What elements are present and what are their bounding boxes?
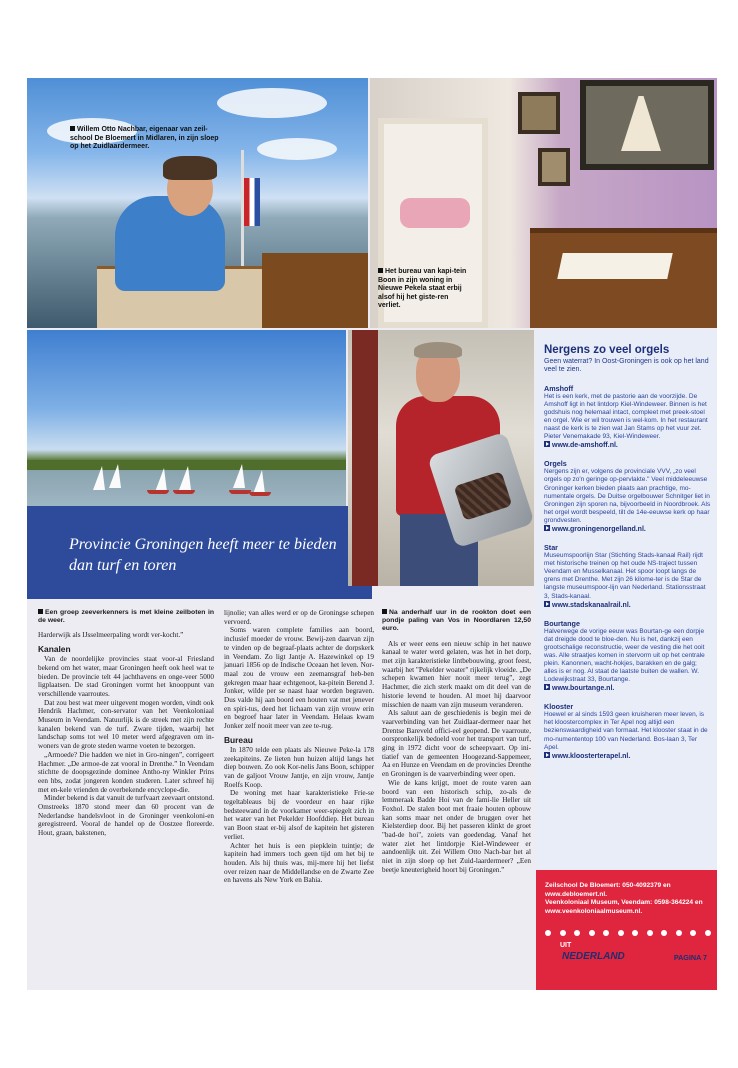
sailboat [155,468,167,492]
sidebar-link-text[interactable]: www.groningenorgelland.nl. [552,526,646,534]
subheading-kanalen: Kanalen [38,644,71,655]
cloud-shape [217,88,327,118]
caption-square-icon [382,609,387,614]
paragraph: Achter het huis is een piepklein tuintje; de kapitein had immers toch geen tijd om het bij te houden. Als hij thuis was, mij-mere hij het liefst over reizen naar de Middellandse en de Zwarte Zee en havens als New York en Bahia. [224,841,374,885]
arrow-right-icon [544,684,550,690]
contact-museum: Veenkoloniaal Museum, Veendam: 0598-364224 en www.veenkoloniaalmuseum.nl. [545,899,703,915]
dot-icon [705,930,711,936]
dot-icon [661,930,667,936]
dot-icon [632,930,638,936]
sidebar-body: Het is een kerk, met de pastorie aan de voorzijde. De Amshoff ligt in het lintdorp Kiel-Windeweer. Binnen is het godshuis nog helemaal intact, compleet met preek-stoel en orgel. Wie er wil trouwen is wel-kom. In het restaurant naast de kerk is te zien wat Jan Stams op het vuur zet. Pieter Venemakade 93, Kiel-Windeweer. [544,392,708,441]
article-column-3 [382,609,531,875]
paragraph: In 1870 telde een plaats als Nieuwe Peke-la 178 zeekapiteins. Ze lieten hun huizen altijd langs het diep bouwen. Zo ook Kor-nelis Jans Boon, schipper van de galjoot Vrouw Jantje, en zijn vrouw, Jantje Roelfs Koop. [224,745,374,789]
sailboat-hull [249,492,271,496]
photo-captains-room [370,78,717,328]
paragraph: Van de noordelijke provincies staat voor-al Friesland bekend om het water, maar Groningen heeft ook heel wat te bieden. De provincie telt 44 jachthavens en onge-veer 5000 ligplaatsen. De stad Groningen vormt het knooppunt van verschillende vaarroutes. [38,655,214,698]
paragraph: Minder bekend is dat vanuit de turfvaart zeevaart ontstond. Omstreeks 1870 stond meer dan 60 procent van de Nederlandse handelsvloot in de Groninger veenkoloni-en geregistreerd. Vooral de handel op de Oostzee floreerde. Hout, graan, bakstenen, [38,794,214,838]
portrait-frame [518,92,560,134]
magazine-page [27,78,717,990]
dot-icon [574,930,580,936]
paragraph: „Armoede? Die hadden we niet in Gro-ningen”, corrigeert Hachmer. „De armoe-de zat vooral in Drenthe.” In Veendam stichtte de doopsgezinde dominee Antho-ny Winkler Prins een hbs, zodat jongeren konden studeren. Later schreef hij met en-kele vrienden de overbekende encyclope-die. [38,750,214,794]
paragraph: De woning met haar karakteristieke Frie-se tegeltableaus bij de voordeur en haar rijke bedsteewand in de voorkamer weer-spiegelt zich in het water van het Pekelder Hoofddiep. Het bureau van Boon staat er-bij alsof de kapitein het gisteren verliet. [224,789,374,841]
paragraph: Als er weer eens een nieuw schip in het nauwe kanaal te water werd gelaten, was het in het dorp, met zijn karakteristieke lintbebouwing, groot feest, waarbij het "Pekelder woater" rijkelijk vloeide. „De schepen kwamen hier nooit meer terug”, zegt Hachmer, die zich sterk maakt om dit deel van de historie levend te houden. Al moet hij daarvoor misschien de naam van zijn museum veranderen. [382,639,531,709]
subheading-bureau: Bureau [224,734,253,745]
caption-room [378,268,468,311]
sailboat [93,466,105,490]
sidebar-intro: Geen waterrat? In Oost-Groningen is ook op het land veel te zien. [544,358,709,374]
contact-box [536,870,717,990]
sidebar-link[interactable] [544,684,712,693]
sailboat-hull [173,490,195,494]
person-hair [163,156,217,180]
brand-uit: UIT [560,942,572,949]
caption-square-icon [70,126,75,131]
paragraph: Soms waren complete families aan boord, inclusief moeder de vrouw. Bewij-zen daarvan zijn te vinden op de begraaf-plaats achter de dorpskerk in Veendam. Zo ligt Jantje A. Hazewinkel op 19 januari 1856 op de Indische Oceaan het leven. Nor-maal zou de vrouw een zeemansgraf heb-ben gekregen maar haar echtgenoot, ka-pitein Berend J. Jonker, wilde per se naast haar worden begraven. Dus valde hij aan boord een houten vat met jenever en spiri-tus, deed het lichaam van zijn vrouw erin en begroef haar later in Veendam. Helaas kwam Jonker zelf nooit meer van zee te-rug. [224,626,374,731]
sidebar-link[interactable] [544,601,712,610]
dutch-flag [244,178,260,226]
caption-eels-text: Na anderhalf uur in de rookton doet een pondje paling van Vos in Noordlaren 12,50 euro. [382,609,531,633]
caption-sailboats-text: Een groep zeeverkenners is met kleine zeilboten in de weer. [38,609,214,625]
contact-text [545,882,711,916]
desk-papers [557,253,673,279]
bed-pillow [400,198,470,228]
caption-boat-text: Willem Otto Nachbar, eigenaar van zeil-school De Bloemert in Midlaren, in zijn sloep op het Zuidlaardermeer. [70,126,219,150]
sidebar-body: Museumspoorlijn Star (Stichting Stads-kanaal Rail) rijdt met historische treinen op het oude NS-traject tussen Veendam en Musselkanaal. Het spoor loopt langs de grens met Drenthe. Met zijn 26 kilome-ter is de Star de langste museumspoor-lijn van Nederland. Stationsstraat 3, Stads-kanaal. [544,552,706,600]
sidebar-heading: Bourtange [544,618,580,628]
sidebar-content [544,344,712,761]
sailboat-hull [147,490,169,494]
arrow-right-icon [544,601,550,607]
caption-room-text: Het bureau van kapi-tein Boon in zijn woning in Nieuwe Pekela staat erbij alsof hij het giste-ren verliet. [378,268,467,309]
sailboat [109,464,121,488]
caption-boat [70,126,220,152]
ship-painting [580,80,714,170]
dot-icon [545,930,551,936]
article-column-2 [224,609,374,885]
paragraph: Harderwijk als IJsselmeerpaling wordt ver-kocht.” [38,631,184,640]
dot-icon [676,930,682,936]
paragraph: lijnolie; van alles werd er op de Groningse schepen vervoerd. [224,609,374,626]
photo-boat [27,78,368,328]
dot-icon [690,930,696,936]
article-column-1 [38,609,214,838]
person-hair [414,342,462,358]
sidebar-link-text[interactable]: www.bourtange.nl. [552,685,615,693]
sidebar-title: Nergens zo veel orgels [544,344,670,356]
caption-square-icon [38,609,43,614]
caption-eels [382,609,531,634]
paragraph: Als saluut aan de geschiedenis is begin mei de vaarverbinding van het Zuidlaar-dermeer naar het Drentse Bareveld offici-eel geopend. De vaarroute, oorspronkelijk bedoeld voor het transport van turf, ging in 1972 dicht voor de scheepvaart. Op ini-tiatief van de gemeenten Hoogezand-Sappemeer, Aa en Hunze en Veendam en de provincies Drenthe en Groningen is de vaarverbinding weer open. [382,709,531,779]
brand-logo [560,942,625,962]
sidebar-heading: Klooster [544,702,574,712]
sidebar-body: Hoewel er al sinds 1593 geen kruisheren meer leven, is het kloostercomplex in Ter Apel nog altijd een bezienswaardigheid van formaat. Het klooster staat in de mo-numententop 100 van Nederland. Bos-laan 3, Ter Apel. [544,711,708,751]
page-number: PAGINA 7 [673,953,707,962]
sidebar-heading: Amshoff [544,383,574,393]
paragraph: Wie de kans krijgt, moet de route varen aan boord van een historisch schip, zo-als de lemmeraak Badde Hoi van de fami-lie Heller uit Foxhol. De stalen boot met fraaie houten opbouw kan soms maar net onder de bruggen over het Kielsterdiep door. Bij het passeren klinkt de groet "bad-de hoi", zoiets van goedendag. Vanaf het water ziet het lintdorpje Kiel-Windeweer er aandoenlijk uit. Zei Willem Otto Nach-bar het al niet in zijn sloep op het Zuid-laardermeer? „Een beetje kneuterigheid hoort bij Groningen.” [382,778,531,874]
sailboat [253,470,265,494]
sidebar-link-text[interactable]: www.stadskanaalrail.nl. [552,601,631,609]
sidebar-body: Nergens zijn er, volgens de provinciale VVV, „zo veel orgels op zo'n geringe op-pervlakte." Veel middeleeuwse Groninger kerken bieden plaats aan prachtige, mo-numentale orgels. De Duitse orgelbouwer Schnitger liet in Groningen zijn sporen na, bijvoorbeeld in Noordbroek. Als het orgel wordt bespeeld, tilt de 14e-eeuwse kerk op haar grondvesten. [544,468,711,524]
contact-bloemert: Zeilschool De Bloemert: 050-4092379 en www.debloemert.nl. [545,882,671,898]
photo-smoked-eel [348,330,534,586]
sidebar-section-klooster [544,702,712,760]
photo-sailboats [27,330,346,506]
person-shirt [115,196,225,291]
dot-icon [603,930,609,936]
sidebar-heading: Orgels [544,459,567,469]
caption-square-icon [378,268,383,273]
sidebar-heading: Star [544,543,558,553]
dot-icon [560,930,566,936]
dot-icon [647,930,653,936]
dot-icon [618,930,624,936]
sidebar-section-bourtange [544,619,712,694]
brand-name: NEDERLAND [562,951,625,962]
caption-sailboats [38,609,214,625]
sailboat [233,464,245,488]
paragraph: Dat zou best wat meer uitgevent mogen worden, vindt ook Hendrik Hachmer, con-servator van het Veenkoloniaal Museum in Veendam. Natuurlijk is de streek met zijn rechte kanalen bekend van de turf. Zware tijden, waarbij het landschap soms tot wel 10 meter werd afgegraven om in-woners van de grote steden warme voeten te bezorgen. [38,698,214,751]
arrow-right-icon [544,525,550,531]
sidebar-section-star [544,543,712,610]
sidebar-link-text[interactable]: www.kloosterterapel.nl. [552,752,631,760]
sidebar-body: Halverwege de vorige eeuw was Bourtan-ge een dorpje dat dreigde dood te bloe-den. Nu is het, dankzij een grootschalige reconstructie, weer de vesting die het ooit was. Alle straatjes komen in stervorm uit op het centrale plein. Kanonnen, wacht-hokjes, barakken en de galg; alles is er nog. Al staat de laatste buiten de wallen. W. Lodewijkstraat 33, Bourtange. [544,627,705,684]
sidebar-link[interactable] [544,752,712,761]
sailboat [179,466,191,490]
sidebar-section-amshoff [544,384,712,451]
sailboat-hull [229,490,251,494]
arrow-right-icon [544,752,550,758]
sidebar-section-orgels [544,459,712,534]
boat-woodwork [262,253,368,328]
smokehouse-door [352,330,378,586]
portrait-frame [538,148,570,186]
arrow-right-icon [544,441,550,447]
headline: Provincie Groningen heeft meer te bieden dan turf en toren [69,536,337,574]
sidebar-link-text[interactable]: www.de-amshoff.nl. [552,442,618,450]
dot-icon [589,930,595,936]
dot-divider [545,930,711,936]
sidebar-link[interactable] [544,441,712,450]
cloud-shape [257,138,337,160]
sidebar-link[interactable] [544,525,712,534]
